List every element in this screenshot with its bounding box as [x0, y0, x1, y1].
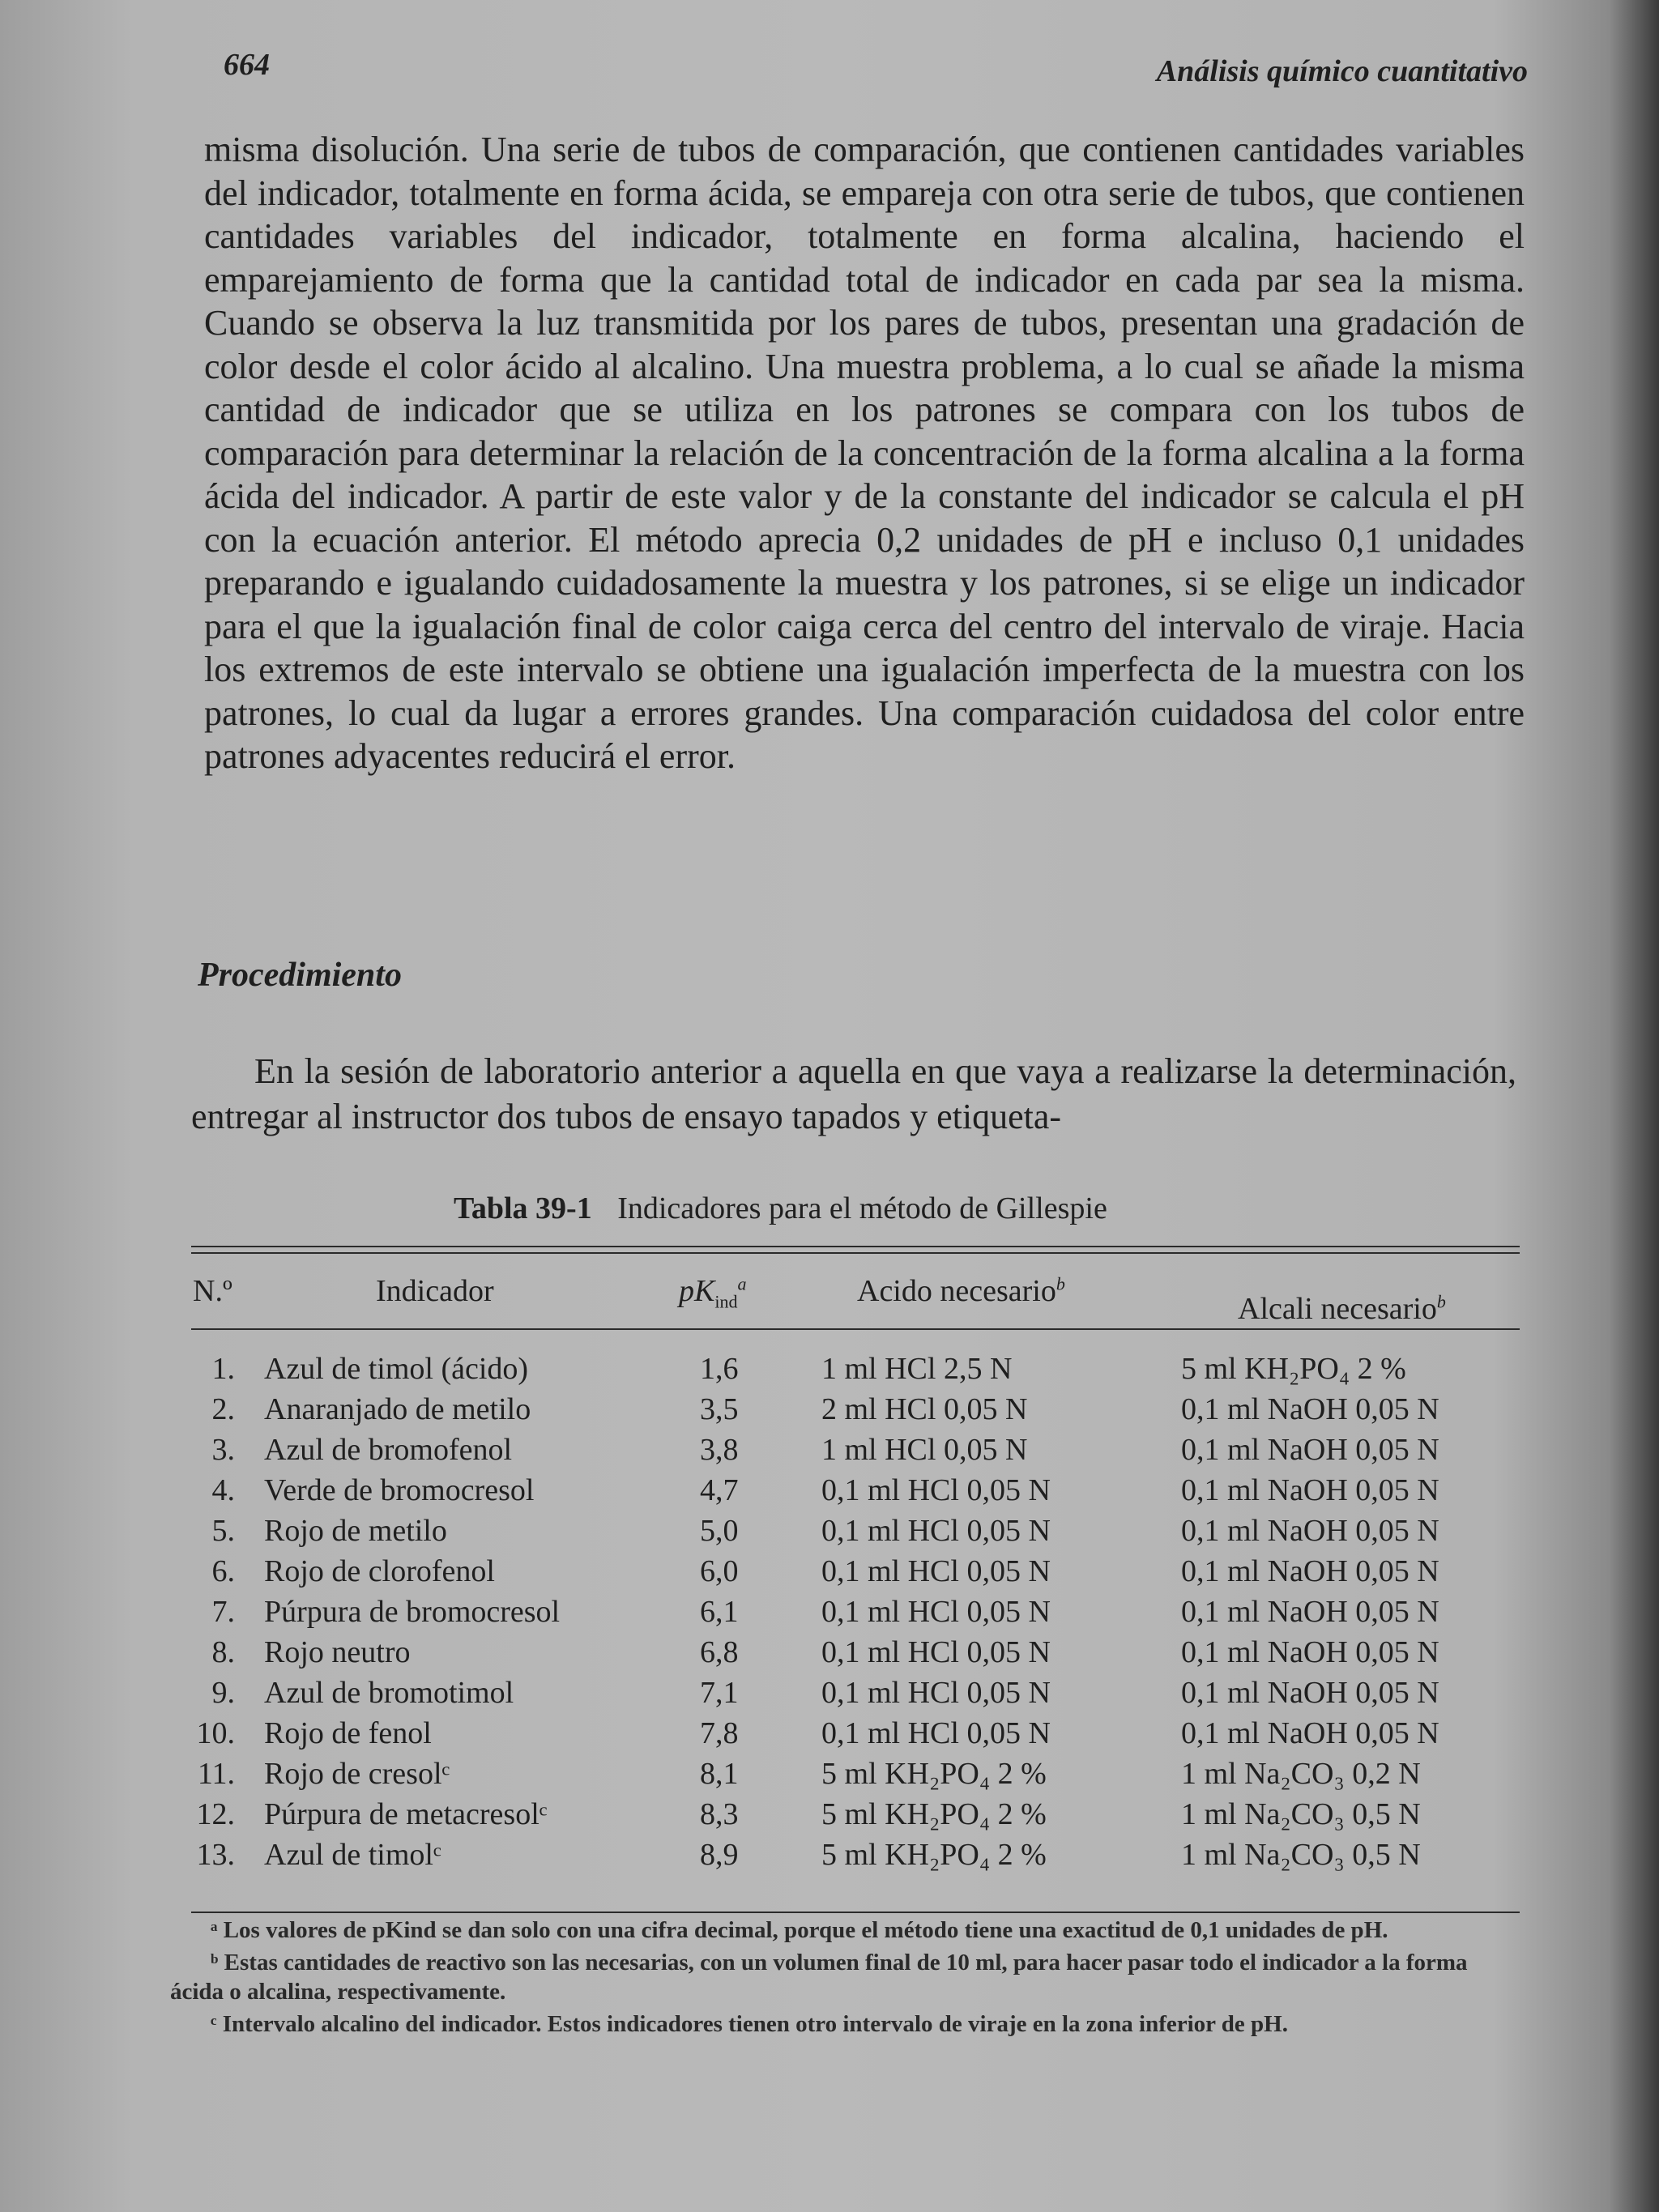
alkali-label: Alcali necesario — [1238, 1292, 1437, 1326]
table-top-rule — [191, 1246, 1520, 1247]
pk-superscript: a — [737, 1273, 747, 1294]
cell-number: 9. — [211, 1676, 235, 1710]
cell-acid: 0,1 ml HCl 0,05 N — [821, 1635, 1051, 1669]
cell-pk: 8,3 — [700, 1797, 739, 1831]
cell-acid: 0,1 ml HCl 0,05 N — [821, 1676, 1051, 1710]
alkali-superscript: b — [1436, 1291, 1446, 1312]
table-header-rule — [191, 1328, 1520, 1330]
table-row — [191, 1837, 1520, 1877]
cell-alkali: 0,1 ml NaOH 0,05 N — [1181, 1676, 1439, 1710]
table-row — [191, 1351, 1520, 1392]
cell-alkali: 0,1 ml NaOH 0,05 N — [1181, 1554, 1439, 1588]
cell-indicator: Rojo neutro — [264, 1635, 411, 1669]
cell-pk: 6,8 — [700, 1635, 739, 1669]
table-row — [191, 1796, 1520, 1837]
column-header-alkali — [1238, 1291, 1446, 1327]
table-row — [191, 1554, 1520, 1594]
cell-acid: 2 ml HCl 0,05 N — [821, 1392, 1028, 1426]
cell-indicator: Rojo de metilo — [264, 1514, 447, 1548]
footnotes — [170, 1916, 1491, 2042]
cell-number: 1. — [211, 1352, 235, 1386]
table-row — [191, 1715, 1520, 1756]
cell-indicator: Púrpura de bromocresol — [264, 1595, 561, 1629]
page-number: 664 — [224, 48, 270, 82]
cell-pk: 5,0 — [700, 1514, 739, 1548]
table-row — [191, 1756, 1520, 1796]
cell-alkali: 0,1 ml NaOH 0,05 N — [1181, 1473, 1439, 1507]
acid-superscript: b — [1056, 1273, 1065, 1294]
cell-acid: 0,1 ml HCl 0,05 N — [821, 1554, 1051, 1588]
table-body — [191, 1351, 1520, 1877]
cell-number: 11. — [197, 1757, 235, 1791]
cell-acid: 0,1 ml HCl 0,05 N — [821, 1514, 1051, 1548]
footnote-b: ᵇ Estas cantidades de reactivo son las necesarias, con un volumen final de 10 ml, para hacer pasar todo el indicador a la forma ácida o alcalina, respectivamente. — [170, 1950, 1468, 2005]
table-row — [191, 1675, 1520, 1715]
cell-acid: 0,1 ml HCl 0,05 N — [821, 1595, 1051, 1629]
table-row — [191, 1473, 1520, 1513]
cell-alkali: 0,1 ml NaOH 0,05 N — [1181, 1716, 1439, 1750]
pk-subscript: ind — [714, 1291, 738, 1312]
cell-indicator: Verde de bromocresol — [264, 1473, 535, 1507]
cell-pk: 7,1 — [700, 1676, 739, 1710]
cell-number: 10. — [196, 1716, 235, 1750]
body-paragraph: misma disolución. Una serie de tubos de comparación, que contienen cantidades variables del indicador, totalmente en forma ácida, se empareja con otra serie de tubos, que contienen cantidades variables del indicador, totalmente en forma alcalina, haciendo el emparejamiento de forma que la cantidad total de indicador en cada par sea la misma. Cuando se observa la luz transmitida por los pares de tubos, presentan una gradación de color desde el color ácido al alcalino. Una muestra problema, a lo cual se añade la misma cantidad de indicador que se utiliza en los patrones se compara con los tubos de comparación para determinar la relación de la concentración de la forma alcalina a la forma ácida del indicador. A partir de este valor y de la constante del indicador se calcula el pH con la ecuación anterior. El método aprecia 0,2 unidades de pH e incluso 0,1 unidades preparando e igualando cuidadosamente la muestra y los patrones, si se elige un indicador para el que la igualación final de color caiga cerca del centro del intervalo de viraje. Hacia los extremos de este intervalo se obtiene una igualación imperfecta de la muestra con los patrones, lo cual da lugar a errores grandes. Una comparación cuidadosa del color entre patrones adyacentes reducirá el error. — [204, 130, 1525, 776]
column-header-number: N.º — [193, 1274, 232, 1308]
cell-acid: 1 ml HCl 0,05 N — [821, 1433, 1028, 1467]
cell-number: 6. — [211, 1554, 235, 1588]
cell-number: 5. — [211, 1514, 235, 1548]
cell-indicator: Azul de bromofenol — [264, 1433, 513, 1467]
cell-pk: 8,9 — [700, 1838, 739, 1872]
cell-indicator: Anaranjado de metilo — [264, 1392, 531, 1426]
footnote-c: ᶜ Intervalo alcalino del indicador. Estos indicadores tienen otro intervalo de viraje en la zona inferior de pH. — [211, 2011, 1288, 2037]
cell-alkali: 0,1 ml NaOH 0,05 N — [1181, 1433, 1439, 1467]
cell-number: 8. — [211, 1635, 235, 1669]
footnote-a: ᵃ Los valores de pKind se dan solo con una cifra decimal, porque el método tiene una exactitud de 0,1 unidades de pH. — [211, 1917, 1388, 1943]
cell-number: 12. — [196, 1797, 235, 1831]
table-caption-number: Tabla 39-1 — [454, 1191, 592, 1225]
cell-pk: 6,1 — [700, 1595, 739, 1629]
page-header — [224, 47, 1528, 96]
cell-number: 4. — [211, 1473, 235, 1507]
section-heading: Procedimiento — [198, 957, 402, 994]
table-caption — [454, 1191, 1107, 1226]
cell-alkali: 0,1 ml NaOH 0,05 N — [1181, 1635, 1439, 1669]
cell-number: 13. — [196, 1838, 235, 1872]
cell-pk: 6,0 — [700, 1554, 739, 1588]
cell-alkali: 0,1 ml NaOH 0,05 N — [1181, 1514, 1439, 1548]
column-header-indicator: Indicador — [376, 1274, 494, 1308]
cell-alkali: 1 ml Na₂CO₃ 0,2 N — [1181, 1757, 1421, 1791]
table-row — [191, 1634, 1520, 1675]
procedure-paragraph: En la sesión de laboratorio anterior a aquella en que vaya a realizarse la determinación, entregar al instructor dos tubos de ensayo tapados y etiqueta- — [191, 1051, 1516, 1136]
cell-indicator: Rojo de fenol — [264, 1716, 432, 1750]
cell-alkali: 0,1 ml NaOH 0,05 N — [1181, 1392, 1439, 1426]
cell-acid: 5 ml KH₂PO₄ 2 % — [821, 1838, 1047, 1872]
cell-acid: 1 ml HCl 2,5 N — [821, 1352, 1013, 1386]
cell-acid: 0,1 ml HCl 0,05 N — [821, 1473, 1051, 1507]
cell-indicator: Azul de bromotimol — [264, 1676, 514, 1710]
cell-pk: 3,8 — [700, 1433, 739, 1467]
cell-number: 3. — [211, 1433, 235, 1467]
column-header-acid — [857, 1273, 1065, 1309]
cell-acid: 5 ml KH₂PO₄ 2 % — [821, 1797, 1047, 1831]
cell-alkali: 5 ml KH₂PO₄ 2 % — [1181, 1352, 1406, 1386]
table-row — [191, 1513, 1520, 1554]
table-row — [191, 1594, 1520, 1634]
cell-indicator: Azul de timol (ácido) — [264, 1352, 529, 1386]
running-head: Análisis químico cuantitativo — [1156, 54, 1528, 88]
cell-pk: 3,5 — [700, 1392, 739, 1426]
cell-indicator: Rojo de clorofenol — [264, 1554, 495, 1588]
column-header-pk — [679, 1273, 746, 1313]
cell-indicator: Azul de timolᶜ — [264, 1838, 441, 1872]
table-row — [191, 1432, 1520, 1473]
cell-pk: 8,1 — [700, 1757, 739, 1791]
cell-number: 7. — [211, 1595, 235, 1629]
table-top-rule-inner — [191, 1252, 1520, 1254]
cell-indicator: Rojo de cresolᶜ — [264, 1757, 450, 1791]
cell-number: 2. — [211, 1392, 235, 1426]
cell-alkali: 1 ml Na₂CO₃ 0,5 N — [1181, 1838, 1421, 1872]
pk-label: pK — [679, 1274, 715, 1308]
cell-pk: 1,6 — [700, 1352, 739, 1386]
acid-label: Acido necesario — [857, 1274, 1056, 1308]
table-bottom-rule — [191, 1912, 1520, 1913]
cell-pk: 4,7 — [700, 1473, 739, 1507]
cell-alkali: 0,1 ml NaOH 0,05 N — [1181, 1595, 1439, 1629]
table-row — [191, 1392, 1520, 1432]
cell-acid: 0,1 ml HCl 0,05 N — [821, 1716, 1051, 1750]
table-caption-title: Indicadores para el método de Gillespie — [617, 1191, 1107, 1225]
cell-alkali: 1 ml Na₂CO₃ 0,5 N — [1181, 1797, 1421, 1831]
cell-acid: 5 ml KH₂PO₄ 2 % — [821, 1757, 1047, 1791]
cell-indicator: Púrpura de metacresolᶜ — [264, 1797, 548, 1831]
cell-pk: 7,8 — [700, 1716, 739, 1750]
